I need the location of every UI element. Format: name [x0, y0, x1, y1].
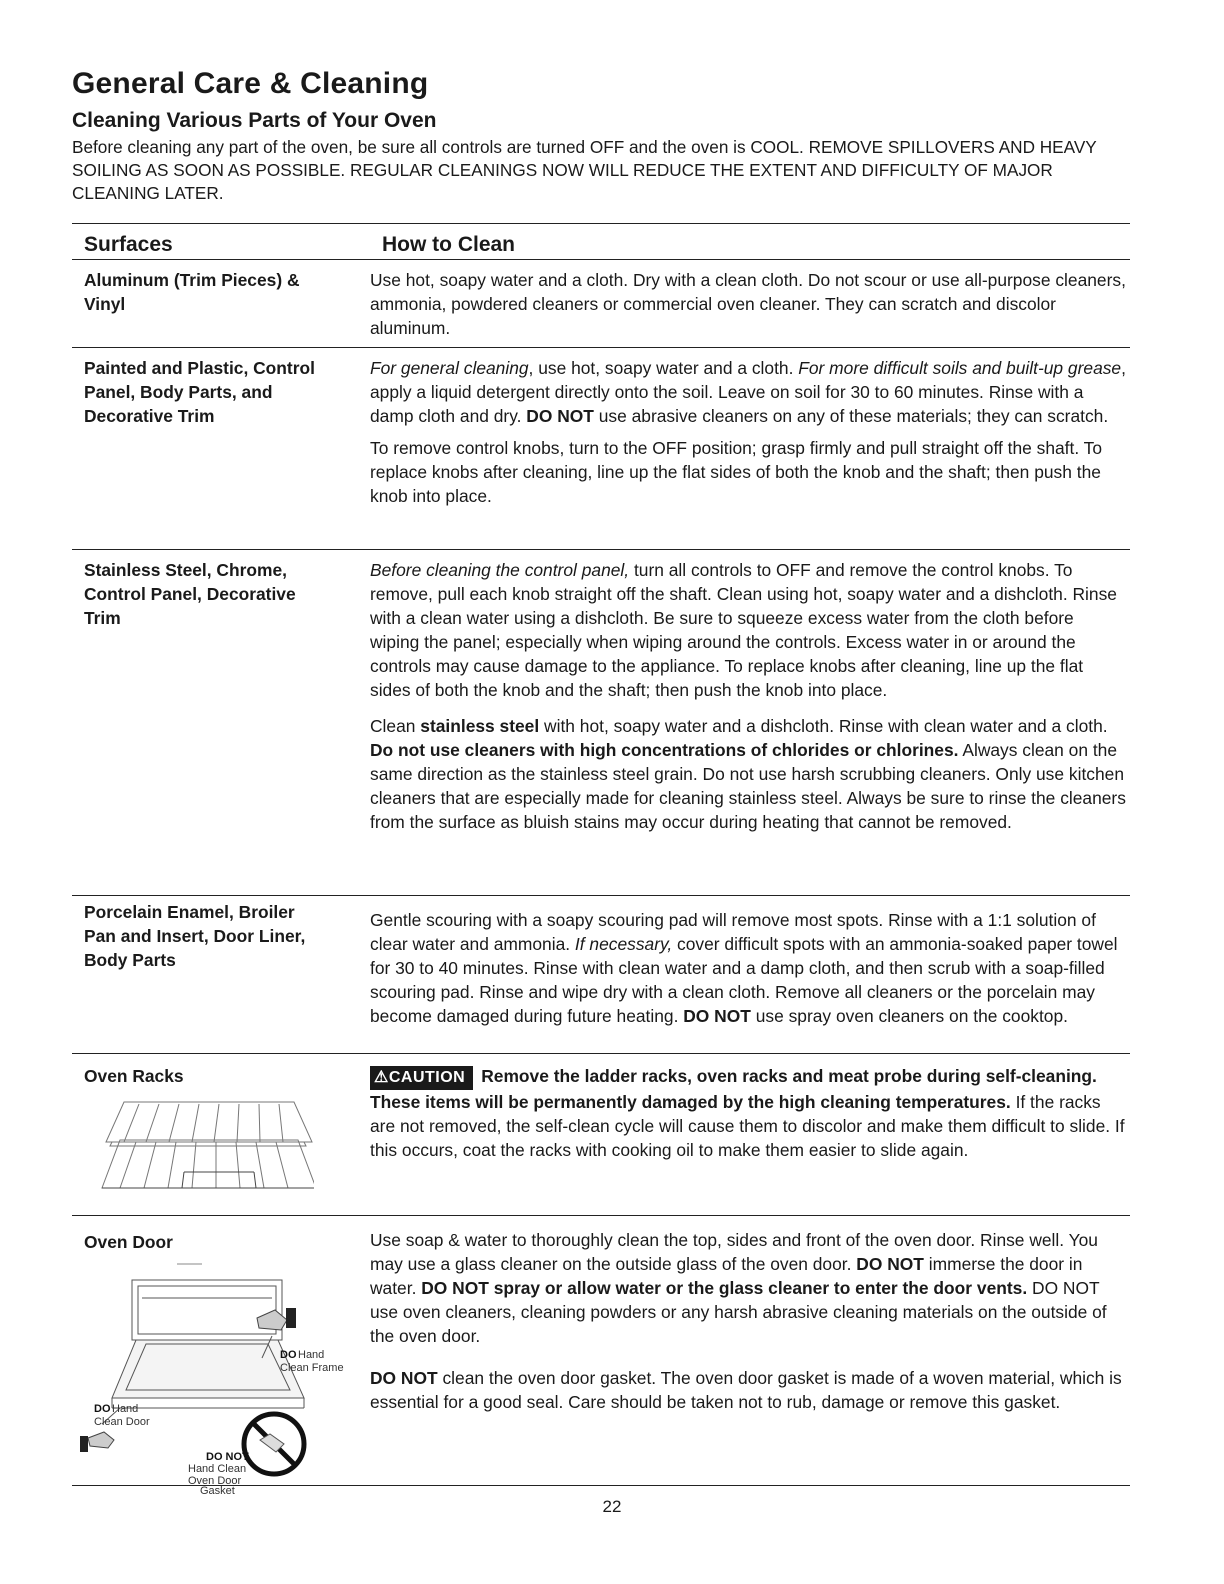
svg-text:Hand Clean: Hand Clean [188, 1463, 247, 1475]
surface-painted: Painted and Plastic, Control Panel, Body Parts, and Decorative Trim [84, 358, 315, 426]
svg-text:Gasket: Gasket [200, 1485, 235, 1494]
section-subtitle: Cleaning Various Parts of Your Oven [72, 109, 437, 132]
how-porcelain: Gentle scouring with a soapy scouring pad will remove most spots. Rinse with a 1:1 solution of clear water and ammonia. If necessary, cover difficult spots with an ammonia-soaked paper towel for 30 to 40 minutes. Rinse with clean water and a damp cloth, and then scrub with a soap-filled scouring pad. Rinse and wipe dry with a clean cloth. Remove all cleaners or the porcelain may become damaged during future heating. DO NOT use spray oven cleaners on the cooktop. [370, 910, 1118, 1026]
cleaning-table [72, 223, 1130, 1498]
oven-racks-illustration [84, 1092, 314, 1198]
svg-text:Clean Frame: Clean Frame [280, 1362, 344, 1374]
how-aluminum: Use hot, soapy water and a cloth. Dry with a clean cloth. Do not scour or use all-purpose cleaners, ammonia, powdered cleaners or commercial oven cleaner. They can scratch and discolor aluminum. [370, 270, 1126, 338]
svg-text:DO NOT: DO NOT [206, 1451, 249, 1463]
page-content [72, 66, 1130, 1498]
table-row [72, 260, 1130, 348]
footer-divider [72, 1485, 1130, 1486]
surface-door: Oven Door DO Hand Clean Frame DO Hand Clean Door DO NOT Hand Clean Oven Door Gasket [72, 1216, 370, 1498]
svg-text:DO: DO [280, 1349, 297, 1361]
header-surfaces: Surfaces [84, 233, 173, 256]
svg-text:Oven Door: Oven Door [188, 1475, 242, 1487]
table-row [72, 348, 1130, 550]
svg-text:Hand: Hand [112, 1403, 139, 1415]
spray-bottle-icon [80, 1432, 114, 1452]
how-racks: ⚠CAUTION Remove the ladder racks, oven racks and meat probe during self-cleaning. These items will be permanently damaged by the high cleaning temperatures. If the racks are not removed, the self-clean cycle will cause them to discolor and make them difficult to slide. If this occurs, coat the racks with cooking oil to make them easier to slide again. [370, 1066, 1125, 1160]
surface-aluminum: Aluminum (Trim Pieces) & Vinyl [84, 270, 300, 314]
table-header [72, 224, 1130, 260]
caution-badge: ⚠CAUTION [370, 1066, 473, 1090]
page-number: 22 [602, 1497, 622, 1516]
svg-text:Hand: Hand [298, 1349, 325, 1361]
table-row [72, 1054, 1130, 1216]
spray-bottle-icon [257, 1308, 296, 1330]
surface-stainless: Stainless Steel, Chrome, Control Panel, Decorative Trim [84, 560, 296, 628]
oven-door-illustration [72, 1258, 352, 1494]
page-title: General Care & Cleaning [72, 67, 429, 100]
prohibited-icon [244, 1414, 304, 1474]
svg-text:Clean Door: Clean Door [94, 1416, 150, 1428]
surface-porcelain: Porcelain Enamel, Broiler Pan and Insert, Door Liner, Body Parts [84, 902, 306, 970]
table-row [72, 550, 1130, 896]
table-row [72, 1216, 1130, 1498]
how-stainless: Before cleaning the control panel, turn all controls to OFF and remove the control knobs. To remove, pull each knob straight off the shaft. Clean using hot, soapy water and a dishcloth. Rinse with a clean water using a dishcloth. Be sure to squeeze excess water from the cloth before wiping the panel; especially when wiping around the controls. Excess water in or around the controls may cause damage to the appliance. To replace knobs after cleaning, line up the flat sides of both the knob and the shaft; then push the knob into place. Clean stainless steel with hot, soapy water and a dishcloth. Rinse with clean water and a cloth. Do not use cleaners with high concentrations of chlorides or chlorines. Always clean on the same direction as the stainless steel grain. Do not use harsh scrubbing cleaners. Only use kitchen cleaners that are especially made for cleaning stainless steel. Always be sure to rinse the cleaners from the surface as bluish stains may occur during heating that cannot be removed. [370, 560, 1126, 832]
svg-text:DO: DO [94, 1403, 111, 1415]
how-painted: For general cleaning, use hot, soapy water and a cloth. For more difficult soils and built-up grease, apply a liquid detergent directly onto the soil. Leave on soil for 30 to 60 minutes. Rinse with a damp cloth and dry. DO NOT use abrasive cleaners on any of these materials; they can scratch. To remove control knobs, turn to the OFF position; grasp firmly and pull straight off the shaft. To replace knobs after cleaning, line up the flat sides of both the knob and the shaft; then push the knob into place. [370, 358, 1126, 506]
how-door: Use soap & water to thoroughly clean the top, sides and front of the oven door. Rinse well. You may use a glass cleaner on the outside glass of the oven door. DO NOT immerse the door in water. DO NOT spray or allow water or the glass cleaner to enter the door vents. DO NOT use oven cleaners, cleaning powders or any harsh abrasive cleaning materials on the outside of the oven door. DO NOT clean the oven door gasket. The oven door gasket is made of a woven material, which is essential for a good seal. Care should be taken not to rub, damage or remove this gasket. [370, 1230, 1122, 1412]
table-row [72, 896, 1130, 1054]
surface-racks: Oven Racks [72, 1054, 370, 1215]
header-how-to-clean: How to Clean [382, 233, 516, 256]
intro-text: Before cleaning any part of the oven, be sure all controls are turned OFF and the oven is COOL. REMOVE SPILLOVERS AND HEAVY SOILING AS SOON AS POSSIBLE. REGULAR CLEANINGS NOW WILL REDUCE THE EXTENT AND DIFFICULTY OF MAJOR CLEANING LATER. [72, 137, 1097, 203]
